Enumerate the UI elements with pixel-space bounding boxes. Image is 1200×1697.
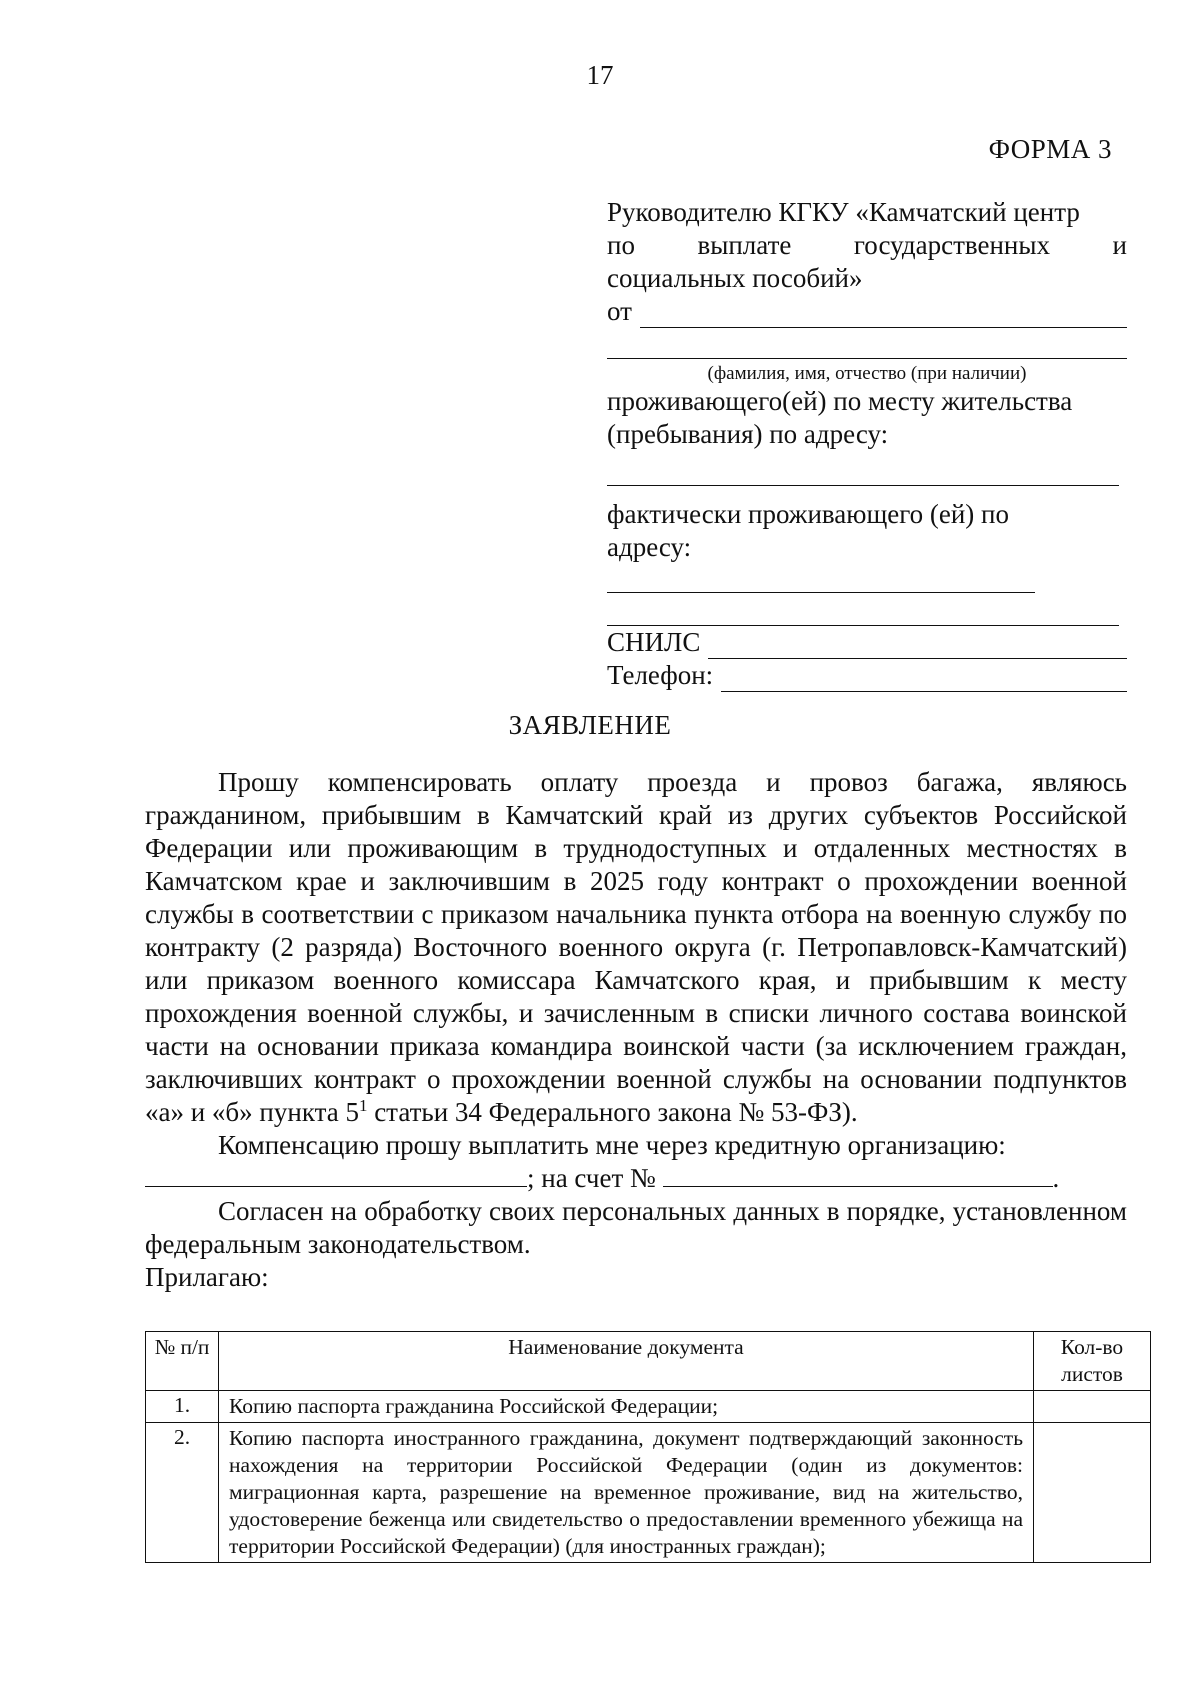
paragraph-payment: Компенсацию прошу выплатить мне через кредитную организацию: [218,1130,1006,1160]
paragraph-request-tail: статьи 34 Федерального закона № 53-ФЗ). [367,1097,858,1127]
actual-residence-label-1: фактически проживающего (ей) по [607,499,1009,529]
row-document-name: Копию паспорта иностранного гражданина, документ подтверждающий законность нахождения на территории Российской Федерации (один из документов: миграционная карта, разрешение на временное проживание, вид на жительство, удостоверение беженца или свидетельство о предоставлении временного убежища на территории Российской Федерации) (для иностранных граждан); [219,1423,1034,1563]
header-document-name: Наименование документа [219,1332,1034,1391]
phone-field[interactable] [721,666,1127,692]
snils-field[interactable] [708,633,1127,659]
from-name-field[interactable] [640,302,1127,328]
from-label: от [607,296,632,326]
addressee-line-2 [607,229,1127,262]
addressee-word: и [1112,230,1127,260]
account-number-field[interactable] [663,1164,1053,1187]
snils-line [607,626,1127,659]
residence-label-1: проживающего(ей) по месту жительства [607,386,1073,416]
phone-line [607,659,1127,692]
table-header-row [146,1332,1151,1391]
residence-address-field[interactable] [607,451,1119,486]
addressee-line-1: Руководителю КГКУ «Камчатский центр [607,197,1080,227]
table-row [146,1391,1151,1423]
actual-address-field-1[interactable] [607,564,1035,593]
paragraph-request-text: Прошу компенсировать оплату проезда и провоз багажа, являюсь гражданином, прибывшим в Камчатский край из других субъектов Российской Федерации или проживающим в труднодоступных и отдаленных местностях в Камчатском крае и заключившим в 2025 году контракт о прохождении военной службы в соответствии с приказом начальника пункта отбора на военную службу по контракту (2 разряда) Восточного военного округа (г. Петропавловск-Камчатский) или приказом военного комиссара Камчатского края, и прибывшим к месту прохождения военной службы, и зачисленным в списки личного состава воинской части на основании приказа командира воинской части (за исключением граждан, заключивших контракт о прохождении военной службы на основании подпунктов «а» и «б» пункта 5 [145,767,1127,1127]
attachments-table [145,1331,1151,1563]
account-label: ; на счет № [527,1163,656,1193]
form-label: ФОРМА 3 [988,134,1112,164]
row-sheet-count[interactable] [1034,1391,1151,1423]
document-title: ЗАЯВЛЕНИЕ [508,710,672,740]
addressee-block [607,196,1127,692]
application-body [145,766,1127,1294]
header-sheet-count: Кол-во листов [1034,1332,1151,1391]
paragraph-request [145,766,1127,1129]
addressee-word: выплате [697,230,792,260]
account-end: . [1052,1163,1060,1193]
addressee-line-3: социальных пособий» [607,263,863,293]
addressee-word: государственных [853,230,1050,260]
actual-residence-label-2: адресу: [607,532,692,562]
row-sheet-count[interactable] [1034,1423,1151,1563]
account-line [145,1162,1127,1195]
row-number: 1. [146,1391,219,1423]
phone-label: Телефон: [607,660,714,690]
row-number: 2. [146,1423,219,1563]
addressee-word: по [607,230,635,260]
name-caption: (фамилия, имя, отчество (при наличии) [707,363,1027,384]
bank-name-field[interactable] [145,1164,527,1187]
from-line [607,295,1127,328]
name-field-line-2[interactable] [607,328,1127,359]
paragraph-consent: Согласен на обработку своих персональных данных в порядке, установленном федеральным законодательством. [145,1196,1127,1259]
attach-label: Прилагаю: [145,1262,269,1292]
table-row [146,1423,1151,1563]
footnote-superscript: 1 [358,1096,368,1115]
header-number: № п/п [146,1332,219,1391]
row-document-name: Копию паспорта гражданина Российской Федерации; [219,1391,1034,1423]
actual-address-field-2[interactable] [607,593,1119,626]
residence-label-2: (пребывания) по адресу: [607,419,889,449]
snils-label: СНИЛС [607,627,701,657]
page-number: 17 [586,60,614,90]
